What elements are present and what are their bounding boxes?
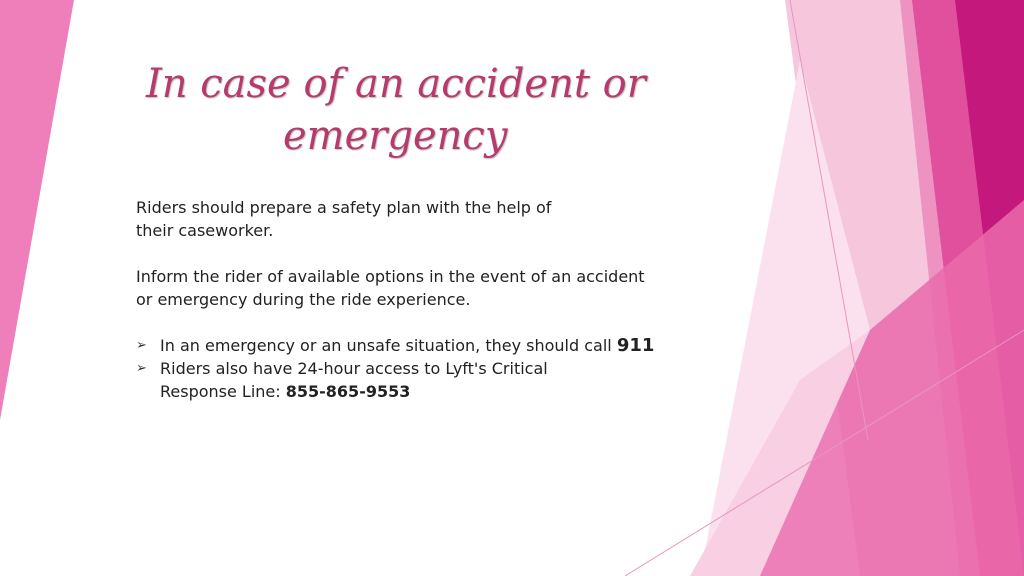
title-line-2: emergency bbox=[283, 113, 508, 159]
paragraph-safety-plan bbox=[136, 196, 716, 242]
slide-title bbox=[0, 58, 880, 162]
bullet-list bbox=[136, 334, 716, 403]
para1-line2: their caseworker. bbox=[136, 221, 274, 240]
bullet2-line1: Riders also have 24-hour access to Lyft's Critical bbox=[160, 359, 548, 378]
title-line-1: In case of an accident or bbox=[146, 61, 646, 107]
arrow-bullet-icon: ➢ bbox=[136, 361, 147, 376]
paragraph-inform-rider bbox=[136, 265, 716, 311]
emergency-number: 911 bbox=[616, 335, 655, 356]
slide-body bbox=[136, 196, 716, 403]
list-item bbox=[136, 357, 716, 403]
list-item bbox=[136, 334, 716, 357]
arrow-bullet-icon: ➢ bbox=[136, 338, 147, 353]
critical-response-number: 855-865-9553 bbox=[285, 382, 411, 401]
bullet1-text: In an emergency or an unsafe situation, they should call bbox=[160, 336, 617, 355]
para2-line2: or emergency during the ride experience. bbox=[136, 290, 471, 309]
para1-line1: Riders should prepare a safety plan with the help of bbox=[136, 198, 552, 217]
para2-line1: Inform the rider of available options in the event of an accident bbox=[136, 267, 645, 286]
bullet2-line2: Response Line: bbox=[160, 382, 286, 401]
